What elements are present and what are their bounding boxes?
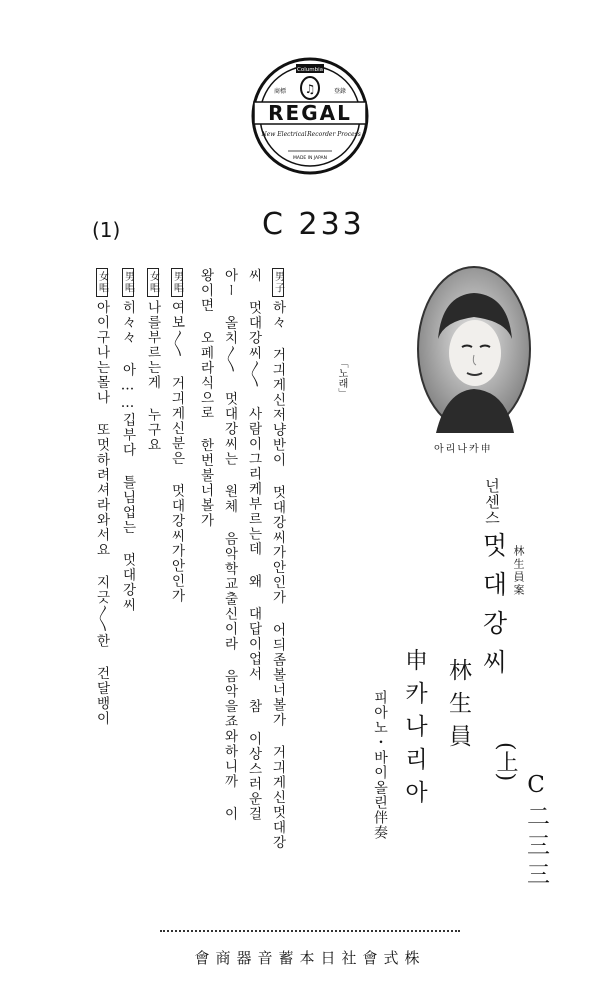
lyric-line-6 [145, 268, 159, 453]
lyric-text: 하々 거긔게신저냥반이 멋대강씨가안인가 어듸좀볼너볼가 거긔게신멋대강 [269, 300, 286, 850]
lyric-text: 여보〳〵 거긔게신분은 멋대강씨가안인가 [168, 300, 185, 604]
writer-credit: 林生員案 [512, 545, 525, 597]
publisher-name: 株式會社日本蓄音器商會 [194, 949, 426, 967]
speaker-tag: 男子 [272, 268, 284, 297]
lyric-text: 왕이면 오페라식으로 한번불너볼가 [197, 268, 214, 528]
title-genre: 넌센스 [483, 478, 501, 526]
lyric-text: 씨 멋대강씨〳〵 사람이그리케부르는데 왜 대답이업서 참 이상스러운걸 [245, 268, 262, 822]
page-number: (1) [92, 218, 121, 242]
performer-1: 林生員 [445, 658, 471, 757]
speaker-tag: 男唱 [171, 268, 183, 297]
music-note-icon: ♫ [304, 82, 316, 96]
lyric-line-1 [270, 268, 284, 850]
performer-2: 申카나리아 [401, 648, 427, 813]
speaker-tag: 女唱 [147, 268, 159, 297]
lyric-line-7 [120, 268, 134, 613]
footer-divider [160, 930, 460, 932]
title-part: (上) [493, 742, 518, 782]
genre-tag: 「노래」 [336, 358, 347, 398]
lyric-text: 아이구나는몰나 또멋하려셔라와서요 지긋〳〵한 건달뱅이 [93, 300, 110, 726]
regal-record-label [250, 56, 370, 176]
label-bottom-left: New Electrical [261, 131, 307, 138]
lyric-line-4 [198, 268, 212, 528]
speaker-tag: 男唱 [122, 268, 134, 297]
lyric-line-5 [169, 268, 183, 604]
label-bottom-right: Recorder Process [307, 131, 361, 138]
label-made-in: MADE IN JAPAN [292, 156, 328, 161]
record-label-graphic [250, 56, 370, 176]
singer-portrait [416, 265, 532, 433]
lyric-line-3 [222, 268, 236, 822]
label-right-mark: 登錄 [333, 88, 347, 95]
lyric-text: 나를부르는게 누구요 [144, 300, 161, 453]
portrait-caption: 申카나리아 [434, 444, 493, 455]
portrait-photo [416, 265, 532, 433]
accompaniment-credit: 피아노・바이올린伴奏 [372, 690, 388, 840]
label-left-mark: 商標 [273, 88, 287, 95]
song-title: 멋대강씨 [479, 532, 508, 688]
catalog-number-cjk: C二三三 [523, 772, 549, 891]
catalog-number-latin: C 233 [262, 207, 365, 242]
lyric-line-2 [246, 268, 260, 822]
lyric-text: 히々々 아……깁부다 틀님업는 멋대강씨 [119, 300, 136, 613]
speaker-tag: 女唱 [96, 268, 108, 297]
label-top-text: Columbia [297, 67, 323, 73]
lyric-line-8 [94, 268, 108, 726]
label-brand: REGAL [268, 101, 352, 125]
lyric-text: 아ー 올치〳〵 멋대강씨는 원체 음악학교출신이라 음악을죠와하니까 이 [221, 268, 238, 822]
